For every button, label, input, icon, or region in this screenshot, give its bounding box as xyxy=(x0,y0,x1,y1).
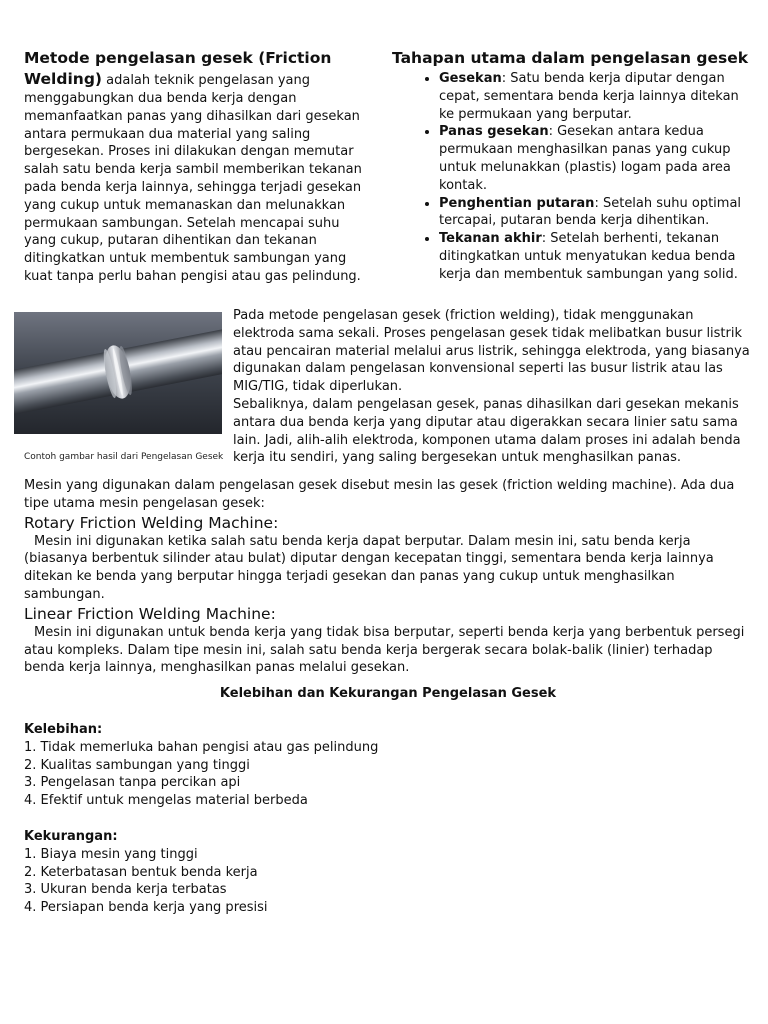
list-item: 3. Pengelasan tanpa percikan api xyxy=(24,775,241,791)
stage-term: Tekanan akhir xyxy=(439,231,542,247)
stage-item xyxy=(439,195,752,231)
stages-section xyxy=(392,48,752,284)
list-item: 3. Ukuran benda kerja terbatas xyxy=(24,882,227,898)
cons-title: Kekurangan: xyxy=(24,828,118,844)
rotary-heading: Rotary Friction Welding Machine: xyxy=(24,513,279,532)
linear-text: Mesin ini digunakan untuk benda kerja yang tidak bisa berputar, seperti benda kerja yang berbentuk persegi atau kompleks. Dalam tipe mesin ini, salah satu benda kerja bergerak secara bolak-balik (linier) terhadap benda kerja lainnya, menghasilkan panas melalui gesekan. xyxy=(24,624,745,676)
stage-item xyxy=(439,123,752,194)
stages-title: Tahapan utama dalam pengelasan gesek xyxy=(392,49,749,67)
list-item: 4. Efektif untuk mengelas material berbeda xyxy=(24,793,308,809)
intro-text: adalah teknik pengelasan yang menggabungkan dua benda kerja dengan memanfaatkan panas yang dihasilkan dari gesekan antara permukaan dua material yang saling bergesekan. Proses ini dilakukan dengan memutar salah satu benda kerja sambil memberikan tekanan pada benda kerja lainnya, sehingga terjadi gesekan yang cukup untuk memanaskan dan melunakkan permukaan sambungan. Setelah mencapai suhu yang cukup, putaran dihentikan dan tekanan ditingkatkan untuk membentuk sambungan yang kuat tanpa perlu bahan pengisi atau gas pelindung. xyxy=(24,73,362,284)
linear-heading: Linear Friction Welding Machine: xyxy=(24,604,276,623)
stage-term: Gesekan xyxy=(439,71,502,86)
stage-desc: : Gesekan antara kedua permukaan menghasilkan panas yang cukup untuk melunakkan (plastis) logam pada area kontak. xyxy=(439,124,731,193)
stage-term: Panas gesekan xyxy=(439,124,549,140)
intro-title: Metode pengelasan gesek (Friction Welding) xyxy=(24,49,332,88)
list-item: 1. Tidak memerluka bahan pengisi atau gas pelindung xyxy=(24,739,379,755)
weld-photo xyxy=(14,312,222,434)
stage-desc: : Satu benda kerja diputar dengan cepat, sementara benda kerja lainnya ditekan ke permukaan yang berputar. xyxy=(439,71,739,122)
stage-item xyxy=(439,70,752,123)
list-item: 1. Biaya mesin yang tinggi xyxy=(24,846,198,862)
pros-list xyxy=(24,739,752,810)
list-item: 4. Persiapan benda kerja yang presisi xyxy=(24,900,268,916)
intro-section xyxy=(24,48,374,286)
proscons-title: Kelebihan dan Kekurangan Pengelasan Gesek xyxy=(219,686,557,702)
rotary-text: Mesin ini digunakan ketika salah satu benda kerja dapat berputar. Dalam mesin ini, satu benda kerja (biasanya berbentuk silinder atau bulat) diputar dengan kecepatan tinggi, sementara benda kerja lainnya ditekan ke benda yang berputar hingga terjadi gesekan dan panas yang cukup untuk menghasilkan sambungan. xyxy=(24,533,714,602)
friction-paragraph: Sebaliknya, dalam pengelasan gesek, panas dihasilkan dari gesekan mekanis antara dua benda kerja yang diputar atau digerakkan secara linier satu sama lain. Jadi, alih-alih elektroda, komponen utama dalam proses ini adalah benda kerja itu sendiri, yang saling bergesekan untuk menghasilkan panas. xyxy=(233,396,741,466)
cons-list xyxy=(24,846,752,917)
machines-section xyxy=(24,477,752,917)
electrode-paragraph: Pada metode pengelasan gesek (friction welding), tidak menggunakan elektroda sama sekali. Proses pengelasan gesek tidak melibatkan busur listrik atau pencairan material melalui arus listrik, sehingga elektroda, yang biasanya digunakan dalam pengelasan konvensional seperti las busur listrik atau las MIG/TIG, tidak diperlukan. xyxy=(233,308,750,395)
figure-text xyxy=(233,307,753,467)
pros-title: Kelebihan: xyxy=(24,721,103,737)
intro-paragraph xyxy=(24,48,374,286)
stages-list xyxy=(392,70,752,284)
stage-desc: : Setelah berhenti, tekanan ditingkatkan untuk menyatukan kedua benda kerja dan membentuk sambungan yang solid. xyxy=(439,231,738,282)
stage-desc: : Setelah suhu optimal tercapai, putaran benda kerja dihentikan. xyxy=(439,195,742,229)
stage-term: Penghentian putaran xyxy=(439,195,595,211)
machines-intro: Mesin yang digunakan dalam pengelasan gesek disebut mesin las gesek (friction welding machine). Ada dua tipe utama mesin pengelasan gesek: xyxy=(24,478,735,511)
figure-caption: Contoh gambar hasil dari Pengelasan Gesek xyxy=(24,452,224,462)
list-item: 2. Kualitas sambungan yang tinggi xyxy=(24,757,250,773)
stage-item xyxy=(439,230,752,283)
list-item: 2. Keterbatasan bentuk benda kerja xyxy=(24,864,258,880)
